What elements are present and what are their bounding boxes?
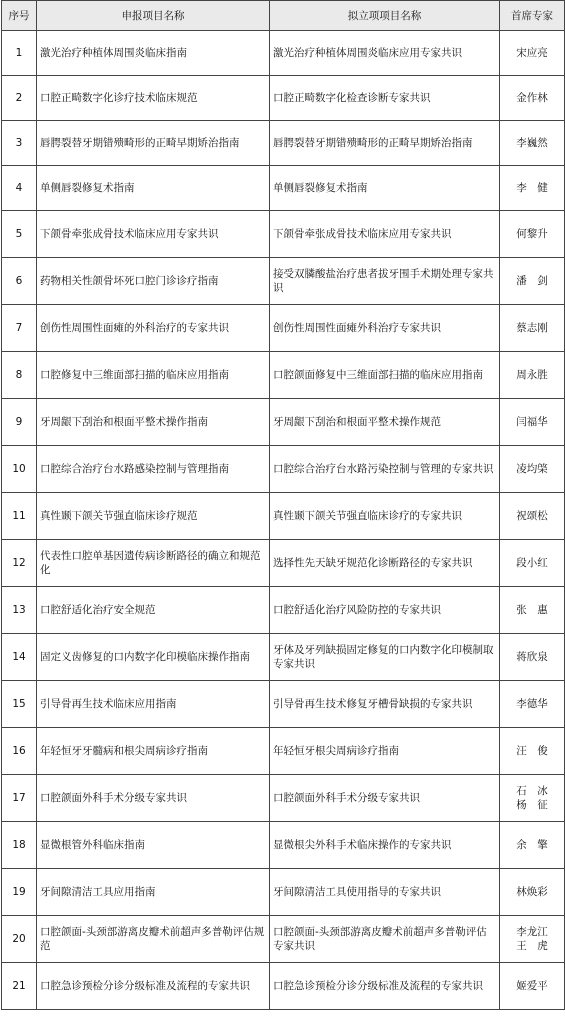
table-row [2, 681, 565, 728]
declared-project-name: 药物相关性颌骨坏死口腔门诊诊疗指南 [37, 258, 270, 305]
chief-expert-name: 蒋欣泉 [516, 651, 548, 663]
proposed-project-name: 真性颞下颌关节强直临床诊疗的专家共识 [270, 493, 500, 540]
row-index: 12 [2, 540, 37, 587]
chief-expert-name: 宋应亮 [516, 47, 548, 59]
proposed-project-name: 激光治疗种植体周围炎临床应用专家共识 [270, 31, 500, 76]
table-row [2, 258, 565, 305]
chief-expert-name: 金作林 [516, 92, 548, 104]
table-header-row [2, 1, 565, 31]
row-index: 1 [2, 31, 37, 76]
table-row [2, 493, 565, 540]
row-index: 4 [2, 166, 37, 211]
row-index: 5 [2, 211, 37, 258]
table-row [2, 869, 565, 916]
proposed-project-name: 牙间隙清洁工具使用指导的专家共识 [270, 869, 500, 916]
proposed-project-name: 口腔舒适化治疗风险防控的专家共识 [270, 587, 500, 634]
row-index: 10 [2, 446, 37, 493]
declared-project-name: 口腔颌面外科手术分级专家共识 [37, 775, 270, 822]
chief-expert-name: 周永胜 [516, 369, 548, 381]
chief-expert [500, 963, 565, 1010]
header-declared-project: 申报项目名称 [37, 1, 270, 31]
row-index: 21 [2, 963, 37, 1010]
row-index: 14 [2, 634, 37, 681]
row-index: 11 [2, 493, 37, 540]
chief-expert-name: 杨 征 [516, 799, 548, 811]
chief-expert [500, 399, 565, 446]
chief-expert [500, 916, 565, 963]
declared-project-name: 代表性口腔单基因遗传病诊断路径的确立和规范化 [37, 540, 270, 587]
chief-expert-name: 潘 剑 [516, 275, 548, 287]
chief-expert [500, 166, 565, 211]
table-row [2, 352, 565, 399]
chief-expert [500, 121, 565, 166]
declared-project-name: 真性颞下颌关节强直临床诊疗规范 [37, 493, 270, 540]
table-row [2, 31, 565, 76]
table-row [2, 963, 565, 1010]
declared-project-name: 创伤性周围性面瘫的外科治疗的专家共识 [37, 305, 270, 352]
declared-project-name: 牙周龈下刮治和根面平整术操作指南 [37, 399, 270, 446]
proposed-project-name: 口腔急诊预检分诊分级标准及流程的专家共识 [270, 963, 500, 1010]
chief-expert [500, 728, 565, 775]
row-index: 19 [2, 869, 37, 916]
chief-expert [500, 76, 565, 121]
chief-expert [500, 258, 565, 305]
table-row [2, 587, 565, 634]
table-row [2, 822, 565, 869]
chief-expert-name: 林焕彩 [516, 886, 548, 898]
proposed-project-name: 创伤性周围性面瘫外科治疗专家共识 [270, 305, 500, 352]
declared-project-name: 口腔急诊预检分诊分级标准及流程的专家共识 [37, 963, 270, 1010]
proposed-project-name: 年轻恒牙根尖周病诊疗指南 [270, 728, 500, 775]
declared-project-name: 显微根管外科临床指南 [37, 822, 270, 869]
proposed-project-name: 引导骨再生技术修复牙槽骨缺损的专家共识 [270, 681, 500, 728]
chief-expert [500, 540, 565, 587]
proposed-project-name: 口腔颌面修复中三维面部扫描的临床应用指南 [270, 352, 500, 399]
declared-project-name: 唇腭裂替牙期错㱮畸形的正畸早期矫治指南 [37, 121, 270, 166]
chief-expert-name: 石 冰 [516, 785, 548, 797]
proposed-project-name: 口腔颌面外科手术分级专家共识 [270, 775, 500, 822]
chief-expert-name: 李巍然 [516, 137, 548, 149]
row-index: 17 [2, 775, 37, 822]
table-row [2, 211, 565, 258]
table-body [2, 31, 565, 1010]
proposed-project-name: 单侧唇裂修复术指南 [270, 166, 500, 211]
chief-expert-name: 闫福华 [516, 416, 548, 428]
row-index: 8 [2, 352, 37, 399]
proposed-project-name: 口腔综合治疗台水路污染控制与管理的专家共识 [270, 446, 500, 493]
proposed-project-name: 接受双膦酸盐治疗患者拔牙围手术期处理专家共识 [270, 258, 500, 305]
chief-expert [500, 305, 565, 352]
declared-project-name: 牙间隙清洁工具应用指南 [37, 869, 270, 916]
proposed-project-name: 牙周龈下刮治和根面平整术操作规范 [270, 399, 500, 446]
declared-project-name: 引导骨再生技术临床应用指南 [37, 681, 270, 728]
chief-expert-name: 蔡志刚 [516, 322, 548, 334]
table-row [2, 166, 565, 211]
chief-expert [500, 587, 565, 634]
table-row [2, 916, 565, 963]
chief-expert-name: 汪 俊 [516, 745, 548, 757]
row-index: 16 [2, 728, 37, 775]
proposed-project-name: 唇腭裂替牙期错㱮畸形的正畸早期矫治指南 [270, 121, 500, 166]
project-table [1, 0, 565, 1010]
table-row [2, 728, 565, 775]
proposed-project-name: 口腔颌面-头颈部游离皮瓣术前超声多普勒评估专家共识 [270, 916, 500, 963]
chief-expert [500, 493, 565, 540]
row-index: 7 [2, 305, 37, 352]
chief-expert-name: 王 虎 [516, 940, 548, 952]
row-index: 9 [2, 399, 37, 446]
chief-expert-name: 何黎升 [516, 228, 548, 240]
chief-expert-name: 李 健 [516, 182, 548, 194]
declared-project-name: 固定义齿修复的口内数字化印模临床操作指南 [37, 634, 270, 681]
row-index: 13 [2, 587, 37, 634]
declared-project-name: 下颌骨牵张成骨技术临床应用专家共识 [37, 211, 270, 258]
declared-project-name: 口腔正畸数字化诊疗技术临床规范 [37, 76, 270, 121]
chief-expert-name: 祝颂松 [516, 510, 548, 522]
header-proposed-project: 拟立项项目名称 [270, 1, 500, 31]
row-index: 18 [2, 822, 37, 869]
chief-expert-name: 凌均棨 [516, 463, 548, 475]
header-index: 序号 [2, 1, 37, 31]
table-row [2, 446, 565, 493]
declared-project-name: 口腔修复中三维面部扫描的临床应用指南 [37, 352, 270, 399]
row-index: 2 [2, 76, 37, 121]
row-index: 15 [2, 681, 37, 728]
chief-expert-name: 姬爱平 [516, 980, 548, 992]
table-row [2, 399, 565, 446]
chief-expert [500, 775, 565, 822]
table-row [2, 540, 565, 587]
table-row [2, 121, 565, 166]
table-row [2, 775, 565, 822]
declared-project-name: 口腔综合治疗台水路感染控制与管理指南 [37, 446, 270, 493]
chief-expert-name: 余 擎 [516, 839, 548, 851]
chief-expert [500, 446, 565, 493]
chief-expert [500, 681, 565, 728]
declared-project-name: 激光治疗种植体周围炎临床指南 [37, 31, 270, 76]
chief-expert [500, 822, 565, 869]
proposed-project-name: 口腔正畸数字化检查诊断专家共识 [270, 76, 500, 121]
chief-expert [500, 211, 565, 258]
chief-expert [500, 869, 565, 916]
proposed-project-name: 下颌骨牵张成骨技术临床应用专家共识 [270, 211, 500, 258]
declared-project-name: 年轻恒牙牙髓病和根尖周病诊疗指南 [37, 728, 270, 775]
proposed-project-name: 牙体及牙列缺损固定修复的口内数字化印模制取专家共识 [270, 634, 500, 681]
declared-project-name: 口腔舒适化治疗安全规范 [37, 587, 270, 634]
chief-expert-name: 李德华 [516, 698, 548, 710]
declared-project-name: 口腔颌面-头颈部游离皮瓣术前超声多普勒评估规范 [37, 916, 270, 963]
row-index: 20 [2, 916, 37, 963]
chief-expert-name: 段小红 [516, 557, 548, 569]
chief-expert-name: 张 惠 [516, 604, 548, 616]
chief-expert-name: 李龙江 [516, 926, 548, 938]
table-row [2, 76, 565, 121]
row-index: 3 [2, 121, 37, 166]
proposed-project-name: 显微根尖外科手术临床操作的专家共识 [270, 822, 500, 869]
table-row [2, 305, 565, 352]
chief-expert [500, 352, 565, 399]
table-row [2, 634, 565, 681]
chief-expert [500, 31, 565, 76]
proposed-project-name: 选择性先天缺牙规范化诊断路径的专家共识 [270, 540, 500, 587]
header-chief-expert: 首席专家 [500, 1, 565, 31]
chief-expert [500, 634, 565, 681]
row-index: 6 [2, 258, 37, 305]
declared-project-name: 单侧唇裂修复术指南 [37, 166, 270, 211]
